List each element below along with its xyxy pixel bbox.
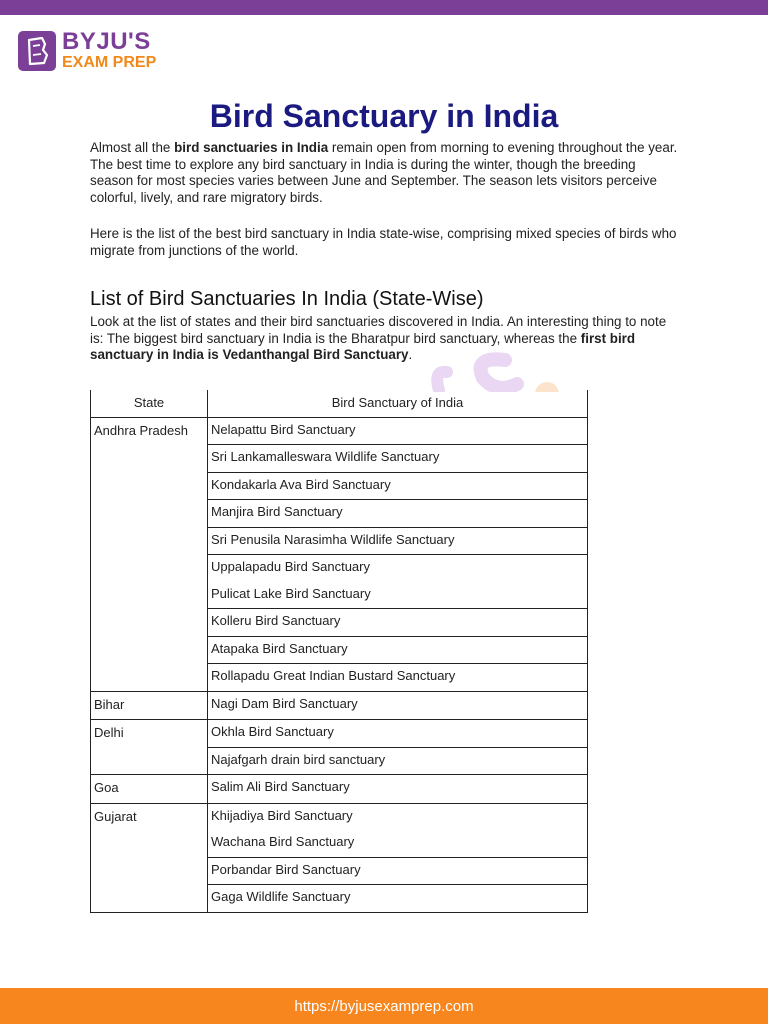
section-bold-text: first bird sanctuary in India is Vedanthangal Bird Sanctuary [90, 330, 636, 362]
sanctuary-cell: Salim Ali Bird Sanctuary [208, 775, 588, 804]
sanctuary-cell: Nagi Dam Bird Sanctuary [208, 691, 588, 720]
sanctuary-cell: Pulicat Lake Bird Sanctuary [208, 582, 588, 609]
state-cell: Delhi [91, 720, 208, 775]
sanctuary-cell: Manjira Bird Sanctuary [208, 500, 588, 528]
sanctuary-cell: Gaga Wildlife Sanctuary [208, 885, 588, 913]
sanctuary-cell: Okhla Bird Sanctuary [208, 720, 588, 748]
table-row [91, 720, 588, 748]
section-heading: List of Bird Sanctuaries In India (State-Wise) [90, 288, 484, 310]
sanctuary-cell: Kolleru Bird Sanctuary [208, 609, 588, 637]
logo-brand-text: BYJU'S [62, 28, 151, 55]
state-cell: Goa [91, 775, 208, 804]
section-text-end: . [408, 347, 413, 362]
state-cell: Andhra Pradesh [91, 417, 208, 691]
table-row [91, 803, 588, 830]
top-brand-bar [0, 0, 768, 15]
logo-sub-text: EXAM PREP [62, 54, 157, 71]
table-header-state: State [91, 390, 208, 417]
section-paragraph [90, 314, 680, 364]
sanctuary-cell: Uppalapadu Bird Sanctuary [208, 555, 588, 582]
sanctuary-cell: Atapaka Bird Sanctuary [208, 636, 588, 664]
table-header-sanctuary: Bird Sanctuary of India [208, 390, 588, 417]
byjus-logo[interactable] [18, 30, 156, 71]
table-header-row [91, 390, 588, 417]
page-title: Bird Sanctuary in India [209, 98, 559, 134]
state-cell: Gujarat [91, 803, 208, 912]
sanctuary-cell: Porbandar Bird Sanctuary [208, 857, 588, 885]
section-text: Look at the list of states and their bird sanctuaries discovered in India. An interesting thing to note is: The biggest bird sanctuary in India is the Bharatpur bird sanctuary, whereas the [90, 314, 667, 346]
intro-paragraph-2: Here is the list of the best bird sanctuary in India state-wise, comprising mixed species of birds who migrate from junctions of the world. [90, 226, 677, 258]
state-cell: Bihar [91, 691, 208, 720]
sanctuary-cell: Rollapadu Great Indian Bustard Sanctuary [208, 664, 588, 692]
sanctuary-cell: Najafgarh drain bird sanctuary [208, 747, 588, 775]
sanctuary-cell: Sri Penusila Narasimha Wildlife Sanctuary [208, 527, 588, 555]
sanctuary-cell: Kondakarla Ava Bird Sanctuary [208, 472, 588, 500]
bird-sanctuary-table [90, 390, 588, 913]
footer-bar [0, 988, 768, 1024]
sanctuary-cell: Wachana Bird Sanctuary [208, 830, 588, 857]
intro-bold-text: bird sanctuaries in India [174, 140, 329, 155]
table-row [91, 775, 588, 804]
watermark-logo [425, 342, 585, 392]
intro-paragraph-1 [90, 140, 680, 206]
sanctuary-cell: Khijadiya Bird Sanctuary [208, 803, 588, 830]
sanctuary-cell: Sri Lankamalleswara Wildlife Sanctuary [208, 445, 588, 473]
table-row [91, 417, 588, 445]
intro-text: Almost all the [90, 140, 175, 155]
logo-b-icon [18, 31, 56, 71]
sanctuary-cell: Nelapattu Bird Sanctuary [208, 417, 588, 445]
table-row [91, 691, 588, 720]
footer-url-link[interactable]: https://byjusexamprep.com [294, 997, 474, 1015]
intro-text-continued: remain open from morning to evening throughout the year. The best time to explore any bird sanctuary in India is during the winter, though the breeding season for most species varies between June and September. The season lets visitors perceive colorful, lively, and rare migratory birds. [90, 140, 678, 205]
